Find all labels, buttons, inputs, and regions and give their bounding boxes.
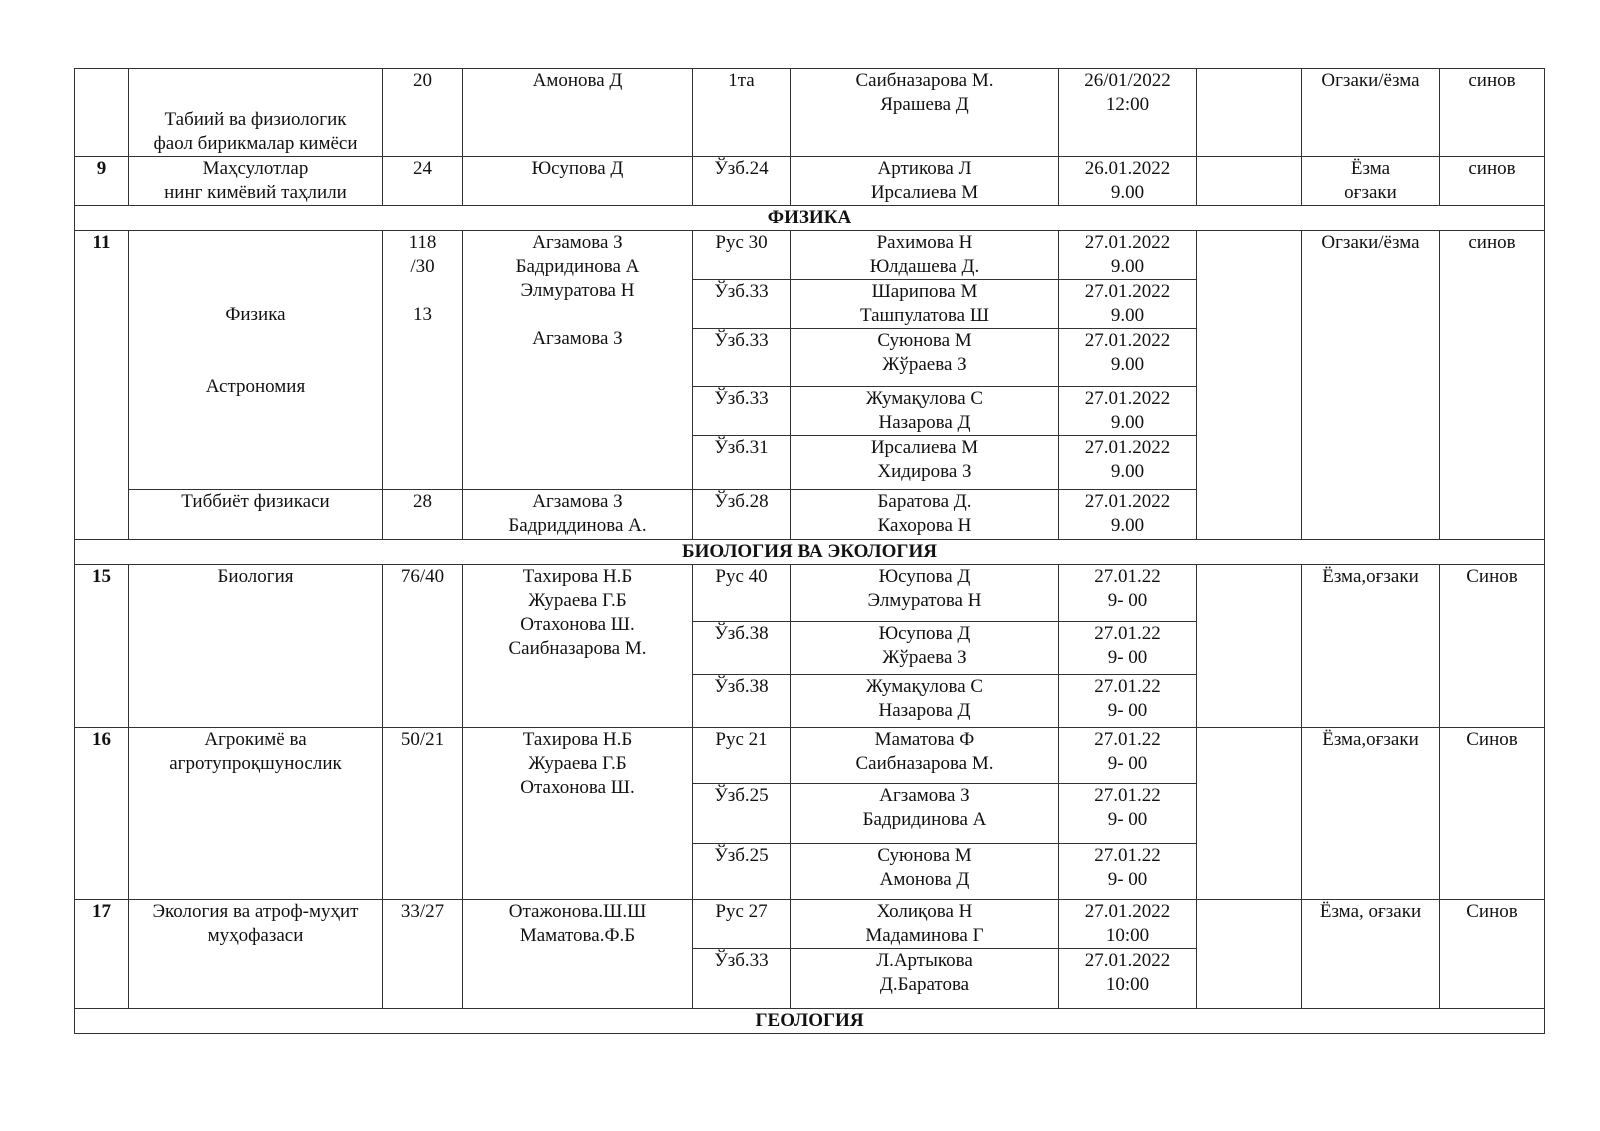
examiners-cell: [791, 844, 1059, 900]
examiner-name: Хидирова З: [877, 461, 972, 482]
group-cell: 1та: [693, 69, 791, 157]
table-row: [75, 157, 1545, 206]
exam-date: 27.01.22: [1094, 729, 1161, 750]
examiner-name: Суюнова М: [877, 845, 972, 866]
exam-schedule-table: [74, 68, 1545, 1034]
group-cell: Ўзб.25: [693, 844, 791, 900]
subject-line: Табиий ва физиологик: [164, 109, 347, 130]
exam-form-cell: Огзаки/ёзма: [1302, 231, 1440, 540]
teacher-name: Юсупова Д: [531, 158, 624, 179]
students-count: [383, 231, 463, 490]
datetime-cell: [1059, 784, 1197, 844]
teacher-name: Отахонова Ш.: [520, 777, 635, 798]
teachers-cell: [463, 69, 693, 157]
subject-cell: [129, 728, 383, 900]
group-cell: Ўзб.38: [693, 675, 791, 728]
teachers-cell: [463, 900, 693, 1009]
table-row: [75, 565, 1545, 622]
exam-type-cell: синов: [1440, 231, 1545, 540]
examiner-name: Юлдашева Д.: [869, 256, 980, 277]
group-cell: Ўзб.33: [693, 387, 791, 436]
datetime-cell: [1059, 622, 1197, 675]
subject-cell: [129, 231, 383, 490]
exam-type-cell: Синов: [1440, 728, 1545, 900]
examiners-cell: [791, 490, 1059, 540]
datetime-cell: [1059, 387, 1197, 436]
exam-date: 26.01.2022: [1084, 158, 1171, 179]
examiner-name: Жўраева З: [882, 647, 967, 668]
group-cell: Ўзб.25: [693, 784, 791, 844]
datetime-cell: [1059, 728, 1197, 784]
teacher-name: Элмуратова Н: [520, 280, 635, 301]
datetime-cell: [1059, 490, 1197, 540]
exam-date: 27.01.2022: [1084, 281, 1171, 302]
group-cell: Ўзб.33: [693, 329, 791, 387]
subject-line: фаол бирикмалар кимёси: [153, 133, 358, 154]
datetime-cell: [1059, 329, 1197, 387]
table-row: [75, 69, 1545, 157]
group-cell: Ўзб.33: [693, 280, 791, 329]
section-title: БИОЛОГИЯ ВА ЭКОЛОГИЯ: [75, 540, 1545, 565]
exam-time: 10:00: [1105, 974, 1150, 995]
teacher-name: Агзамова З: [532, 232, 623, 253]
group-cell: Рус 21: [693, 728, 791, 784]
examiner-name: Ташпулатова Ш: [859, 305, 990, 326]
exam-form-cell: [1302, 157, 1440, 206]
row-number: 9: [75, 157, 129, 206]
examiner-name: Саибназарова М.: [855, 753, 994, 774]
students-line: /30: [410, 256, 435, 277]
teachers-cell: [463, 231, 693, 490]
examiner-name: Жумақулова С: [865, 388, 984, 409]
group-cell: Рус 27: [693, 900, 791, 949]
exam-form-line: оғзаки: [1344, 182, 1397, 203]
examiners-cell: [791, 900, 1059, 949]
exam-date: 27.01.2022: [1084, 330, 1171, 351]
row-number: 15: [75, 565, 129, 728]
teacher-name: Жураева Г.Б: [528, 753, 627, 774]
exam-time: 9- 00: [1107, 809, 1148, 830]
empty-cell: [1197, 157, 1302, 206]
exam-time: 9- 00: [1107, 869, 1148, 890]
exam-date: 27.01.22: [1094, 566, 1161, 587]
exam-form-cell: Ёзма,оғзаки: [1302, 728, 1440, 900]
examiners-cell: [791, 949, 1059, 1009]
subject-line: Экология ва атроф-муҳит: [152, 901, 359, 922]
examiner-name: Д.Баратова: [879, 974, 970, 995]
examiner-name: Рахимова Н: [876, 232, 973, 253]
exam-time: 9.00: [1110, 354, 1145, 375]
students-count: 50/21: [383, 728, 463, 900]
subject-line: нинг кимёвий таҳлили: [164, 182, 347, 203]
examiner-name: Мадаминова Г: [865, 925, 984, 946]
teacher-name: Отахонова Ш.: [520, 614, 635, 635]
examiner-name: Агзамова З: [879, 785, 970, 806]
examiner-name: Амонова Д: [879, 869, 970, 890]
exam-date: 27.01.22: [1094, 623, 1161, 644]
teacher-name: Амонова Д: [532, 70, 623, 91]
examiner-name: Жумақулова С: [865, 676, 984, 697]
examiner-name: Назарова Д: [878, 700, 971, 721]
examiners-cell: [791, 231, 1059, 280]
datetime-cell: [1059, 436, 1197, 490]
datetime-cell: [1059, 900, 1197, 949]
subject-cell: [129, 157, 383, 206]
students-line: 13: [413, 304, 432, 325]
exam-time: 10:00: [1105, 925, 1150, 946]
teacher-name: Агзамова З: [532, 491, 623, 512]
exam-type-cell: Синов: [1440, 565, 1545, 728]
examiner-name: Юсупова Д: [878, 623, 971, 644]
examiner-name: Жўраева З: [882, 354, 967, 375]
section-header-row: [75, 206, 1545, 231]
datetime-cell: [1059, 844, 1197, 900]
teacher-name: Тахирова Н.Б: [522, 729, 633, 750]
section-header-row: [75, 540, 1545, 565]
exam-time: 9.00: [1110, 305, 1145, 326]
exam-date: 27.01.2022: [1084, 491, 1171, 512]
teacher-name: Бадриддинова А.: [508, 515, 647, 536]
group-cell: Ўзб.24: [693, 157, 791, 206]
exam-type-cell: синов: [1440, 69, 1545, 157]
examiners-cell: [791, 280, 1059, 329]
exam-type-cell: Синов: [1440, 900, 1545, 1009]
row-number: 11: [75, 231, 129, 540]
examiner-name: Л.Артыкова: [876, 950, 973, 971]
exam-date: 27.01.22: [1094, 845, 1161, 866]
row-number: 17: [75, 900, 129, 1009]
examiner-name: Маматова Ф: [874, 729, 975, 750]
exam-form-cell: Ёзма,оғзаки: [1302, 565, 1440, 728]
teachers-cell: [463, 565, 693, 728]
group-cell: Ўзб.33: [693, 949, 791, 1009]
empty-cell: [1197, 900, 1302, 1009]
teachers-cell: [463, 157, 693, 206]
examiners-cell: [791, 436, 1059, 490]
empty-cell: [1197, 231, 1302, 540]
teacher-name: Агзамова З: [532, 328, 623, 349]
datetime-cell: [1059, 675, 1197, 728]
exam-date: 27.01.2022: [1084, 901, 1171, 922]
students-line: 118: [408, 232, 437, 253]
students-count: 24: [383, 157, 463, 206]
datetime-cell: [1059, 157, 1197, 206]
subject-cell: Тиббиёт физикаси: [129, 490, 383, 540]
exam-time: 9- 00: [1107, 590, 1148, 611]
examiners-cell: [791, 387, 1059, 436]
examiner-name: Ирсалиева М: [870, 182, 979, 203]
examiner-name: Бадридинова А: [862, 809, 987, 830]
teacher-name: Маматова.Ф.Б: [519, 925, 636, 946]
examiners-cell: [791, 69, 1059, 157]
examiner-name: Баратова Д.: [877, 491, 972, 512]
exam-form-line: Ёзма: [1350, 158, 1391, 179]
exam-time: 12:00: [1105, 94, 1150, 115]
exam-date: 27.01.22: [1094, 785, 1161, 806]
examiners-cell: [791, 728, 1059, 784]
examiners-cell: [791, 157, 1059, 206]
table-row: [75, 728, 1545, 784]
subject-line: Астрономия: [205, 376, 306, 397]
table-row: [75, 900, 1545, 949]
examiner-name: Элмуратова Н: [867, 590, 982, 611]
subject-line: Физика: [225, 304, 286, 325]
students-count: 20: [383, 69, 463, 157]
examiner-name: Ирсалиева М: [870, 437, 979, 458]
students-count: 76/40: [383, 565, 463, 728]
examiner-name: Кахорова Н: [877, 515, 972, 536]
datetime-cell: [1059, 231, 1197, 280]
exam-time: 9.00: [1110, 256, 1145, 277]
teacher-name: Отажонова.Ш.Ш: [508, 901, 647, 922]
examiner-name: Ярашева Д: [880, 94, 969, 115]
exam-date: 27.01.2022: [1084, 388, 1171, 409]
subject-line: муҳофазаси: [207, 925, 304, 946]
section-header-row: [75, 1009, 1545, 1034]
subject-cell: [129, 900, 383, 1009]
teacher-name: Тахирова Н.Б: [522, 566, 633, 587]
examiner-name: Артикова Л: [877, 158, 972, 179]
students-count: 28: [383, 490, 463, 540]
group-cell: Ўзб.28: [693, 490, 791, 540]
empty-cell: [1197, 69, 1302, 157]
teacher-name: Саибназарова М.: [508, 638, 647, 659]
subject-cell: [129, 69, 383, 157]
exam-type-cell: синов: [1440, 157, 1545, 206]
teacher-name: Бадридинова А: [515, 256, 640, 277]
group-cell: Рус 40: [693, 565, 791, 622]
row-number: [75, 69, 129, 157]
examiner-name: Шарипова М: [871, 281, 978, 302]
exam-time: 9.00: [1110, 461, 1145, 482]
examiners-cell: [791, 329, 1059, 387]
examiner-name: Суюнова М: [877, 330, 972, 351]
teacher-name: Жураева Г.Б: [528, 590, 627, 611]
exam-time: 9.00: [1110, 182, 1145, 203]
exam-time: 9.00: [1110, 515, 1145, 536]
empty-cell: [1197, 728, 1302, 900]
teachers-cell: [463, 490, 693, 540]
examiners-cell: [791, 784, 1059, 844]
exam-form-cell: Ёзма, оғзаки: [1302, 900, 1440, 1009]
table-row: [75, 231, 1545, 280]
datetime-cell: [1059, 280, 1197, 329]
exam-date: 27.01.2022: [1084, 950, 1171, 971]
examiners-cell: [791, 675, 1059, 728]
exam-date: 27.01.2022: [1084, 437, 1171, 458]
examiner-name: Холиқова Н: [876, 901, 973, 922]
examiners-cell: [791, 622, 1059, 675]
exam-time: 9- 00: [1107, 753, 1148, 774]
subject-line: Маҳсулотлар: [202, 158, 309, 179]
exam-time: 9- 00: [1107, 647, 1148, 668]
section-title: ГЕОЛОГИЯ: [75, 1009, 1545, 1034]
empty-cell: [1197, 565, 1302, 728]
row-number: 16: [75, 728, 129, 900]
subject-line: Агрокимё ва: [204, 729, 307, 750]
section-title: ФИЗИКА: [75, 206, 1545, 231]
group-cell: Ўзб.31: [693, 436, 791, 490]
teachers-cell: [463, 728, 693, 900]
exam-form-cell: Огзаки/ёзма: [1302, 69, 1440, 157]
exam-time: 9.00: [1110, 412, 1145, 433]
datetime-cell: [1059, 949, 1197, 1009]
group-cell: Ўзб.38: [693, 622, 791, 675]
exam-time: 9- 00: [1107, 700, 1148, 721]
datetime-cell: [1059, 565, 1197, 622]
subject-cell: Биология: [129, 565, 383, 728]
datetime-cell: [1059, 69, 1197, 157]
examiner-name: Назарова Д: [878, 412, 971, 433]
examiners-cell: [791, 565, 1059, 622]
group-cell: Рус 30: [693, 231, 791, 280]
exam-date: 27.01.2022: [1084, 232, 1171, 253]
examiner-name: Юсупова Д: [878, 566, 971, 587]
exam-date: 27.01.22: [1094, 676, 1161, 697]
subject-line: агротупроқшунослик: [169, 753, 342, 774]
exam-date: 26/01/2022: [1084, 70, 1171, 91]
examiner-name: Саибназарова М.: [855, 70, 994, 91]
students-count: 33/27: [383, 900, 463, 1009]
